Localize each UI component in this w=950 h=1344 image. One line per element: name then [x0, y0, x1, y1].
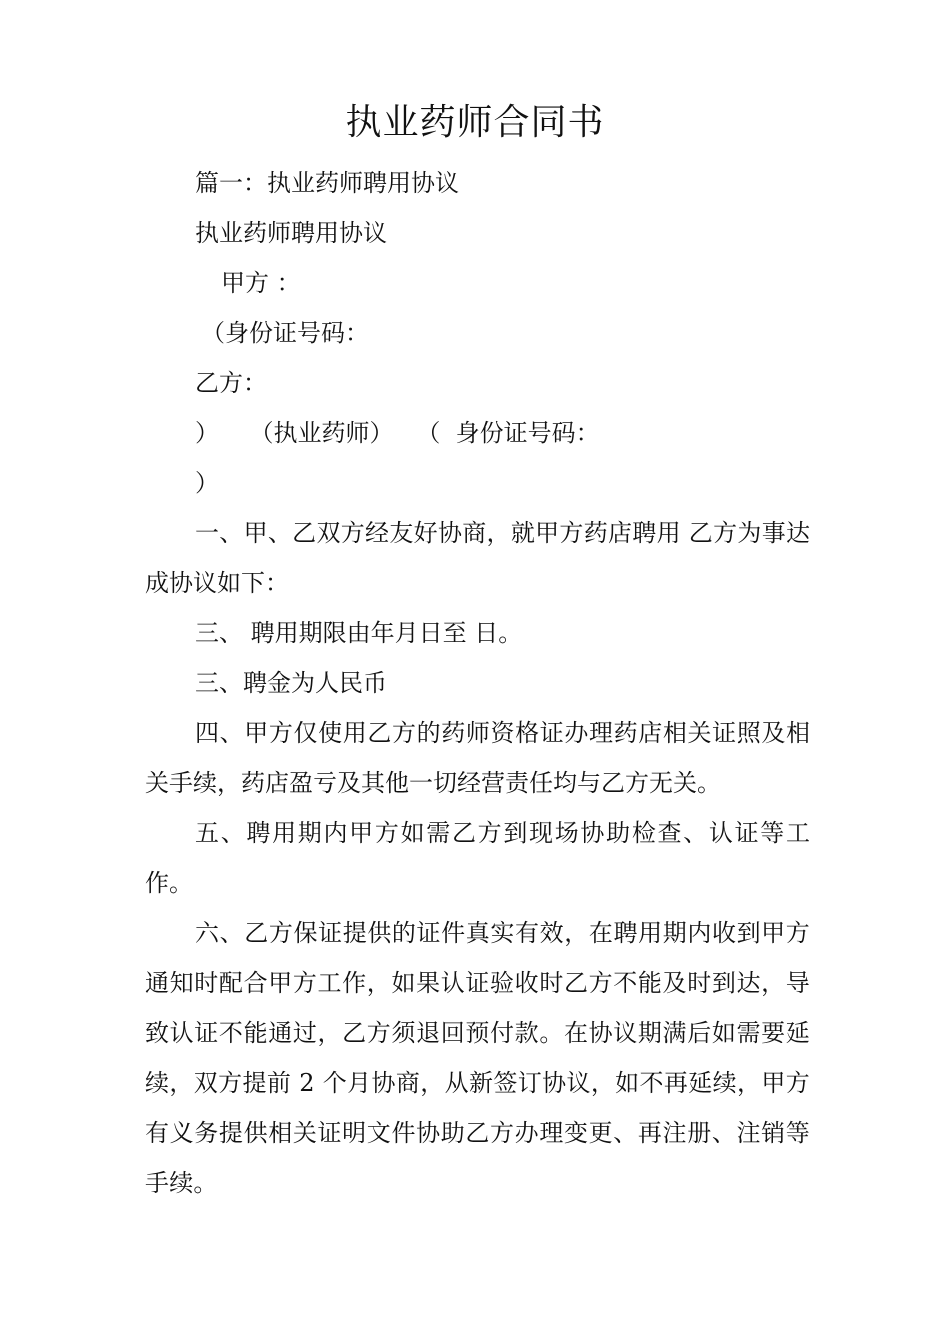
clause-5: 五、聘用期内甲方如需乙方到现场协助检查、认证等工作。	[145, 819, 810, 897]
section-heading: 篇一：执业药师聘用协议	[195, 169, 459, 197]
clause-salary: 三、聘金为人民币	[195, 669, 387, 697]
party-b-detail: ） （执业药师） （ 身份证号码：	[195, 419, 600, 447]
party-a-id-label: （身份证号码：	[201, 319, 369, 347]
document-body	[145, 158, 810, 1208]
party-b-label: 乙方：	[195, 369, 267, 397]
clause-term: 三、 聘用期限由年月日至 日。	[195, 619, 523, 647]
agreement-subtitle: 执业药师聘用协议	[195, 219, 387, 247]
party-a-label: 甲方 ：	[221, 269, 301, 297]
document-title: 执业药师合同书	[345, 102, 605, 143]
clause-4: 四、甲方仅使用乙方的药师资格证办理药店相关证照及相关手续，药店盈亏及其他一切经营责任均与乙方无关。	[145, 719, 810, 797]
closing-paren: ）	[195, 469, 219, 497]
clause-6: 六、乙方保证提供的证件真实有效，在聘用期内收到甲方通知时配合甲方工作，如果认证验收时乙方不能及时到达，导致认证不能通过，乙方须退回预付款。在协议期满后如需要延续，双方提前 2 个月协商，从新签订协议，如不再延续，甲方有义务提供相关证明文件协助乙方办理变更、再注册、注销等手续。	[145, 919, 810, 1197]
clause-1: 一、甲、乙双方经友好协商，就甲方药店聘用 乙方为事达成协议如下：	[145, 519, 810, 597]
